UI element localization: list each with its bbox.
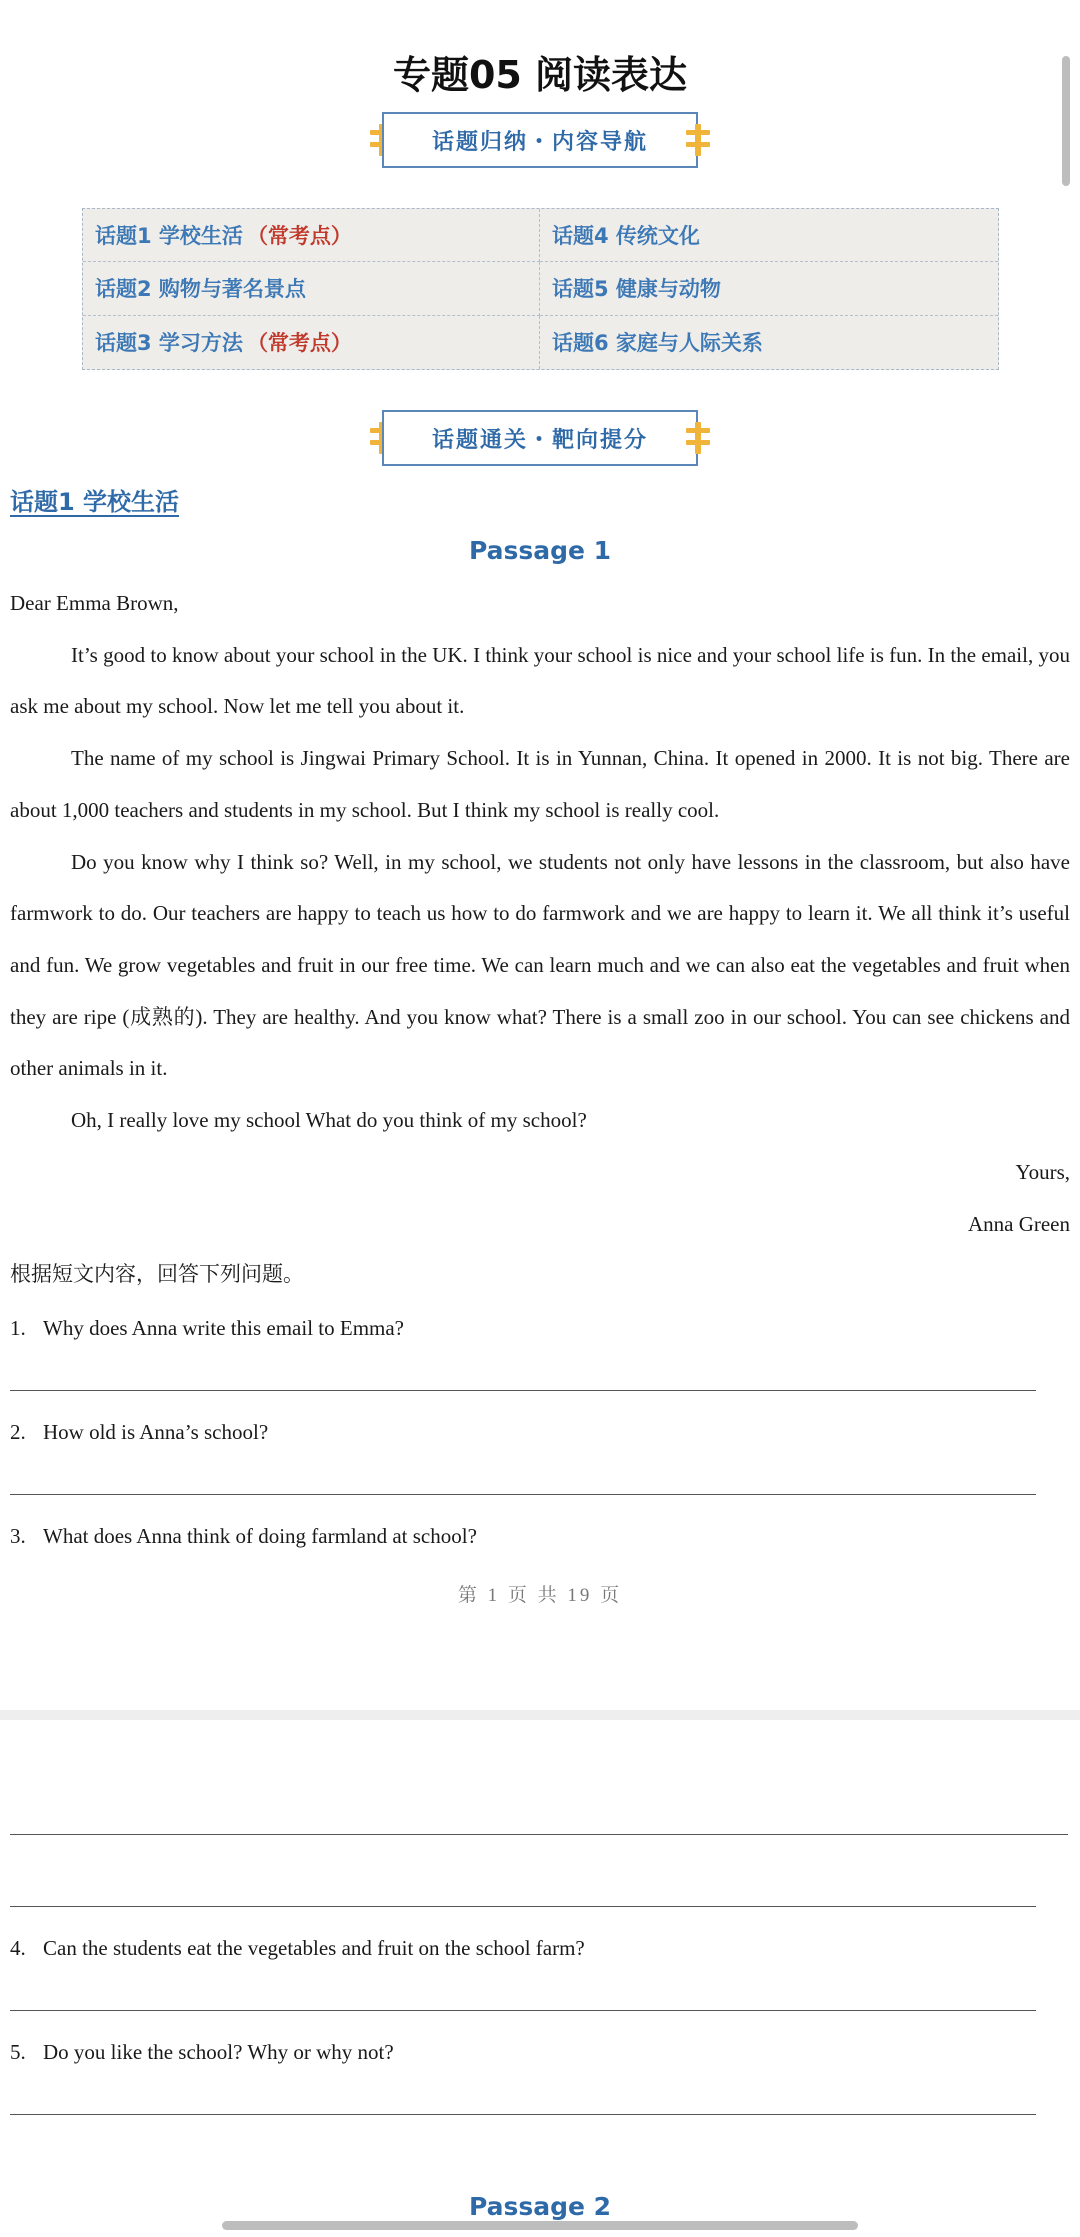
question-item: 3. What does Anna think of doing farmland at school? bbox=[10, 1524, 477, 1548]
passage-1-body bbox=[10, 578, 1070, 1147]
answer-line[interactable] bbox=[10, 1906, 1036, 1907]
topic-item[interactable]: 话题2 购物与著名景点 bbox=[83, 262, 540, 315]
topic-item[interactable]: 话题3 学习方法 （常考点） bbox=[83, 316, 540, 369]
score-banner-label: 话题通关・靶向提分 bbox=[382, 410, 698, 466]
paragraph: Do you know why I think so? Well, in my school, we students not only have lessons in the classroom, but also have farmwork to do. Our teachers are happy to teach us how to do farmwork and we are happy to learn it. We all think it’s useful and fun. We grow vegetables and fruit in our free time. We can learn much and we can also eat the vegetables and fruit when they are ripe (成熟的). They are healthy. And you know what? There is a small zoo in our school. You can see chickens and other animals in it. bbox=[10, 849, 1070, 1081]
paragraph: The name of my school is Jingwai Primary School. It is in Yunnan, China. It opened in 2000. It is not big. There are about 1,000 teachers and students in my school. But I think my school is really cool. bbox=[10, 746, 1070, 822]
paragraph: Oh, I really love my school What do you think of my school? bbox=[71, 1108, 587, 1133]
page-2 bbox=[0, 1720, 1080, 2237]
answer-line[interactable] bbox=[10, 1494, 1036, 1495]
passage-1-title: Passage 1 bbox=[468, 536, 612, 565]
answer-line[interactable] bbox=[10, 1834, 1068, 1835]
topic-item[interactable]: 话题6 家庭与人际关系 bbox=[552, 331, 763, 356]
banner-ornament-icon bbox=[686, 128, 710, 152]
topic-item[interactable]: 话题1 学校生活 （常考点） bbox=[83, 209, 540, 262]
nav-banner-label: 话题归纳・内容导航 bbox=[382, 112, 698, 168]
topic-item[interactable]: 话题5 健康与动物 bbox=[540, 262, 998, 315]
document-title: 专题05 阅读表达 bbox=[392, 53, 688, 97]
banner-ornament-icon bbox=[686, 426, 710, 450]
nav-banner bbox=[370, 112, 710, 168]
letter-greeting: Dear Emma Brown, bbox=[10, 591, 179, 615]
answer-line[interactable] bbox=[10, 1390, 1036, 1391]
question-item: 4. Can the students eat the vegetables and fruit on the school farm? bbox=[10, 1936, 585, 1960]
score-banner bbox=[370, 410, 710, 466]
topic-table bbox=[82, 208, 999, 370]
question-item: 1. Why does Anna write this email to Emma? bbox=[10, 1316, 404, 1340]
question-item: 5. Do you like the school? Why or why not? bbox=[10, 2040, 394, 2064]
horizontal-scrollbar[interactable] bbox=[222, 2221, 858, 2230]
answer-line[interactable] bbox=[10, 2114, 1036, 2115]
page-separator bbox=[0, 1710, 1080, 1720]
letter-closing: Yours, bbox=[1015, 1160, 1070, 1184]
topic-item[interactable]: 话题4 传统文化 bbox=[540, 209, 998, 262]
instruction-text: 根据短文内容，回答下列问题。 bbox=[10, 1262, 304, 1286]
paragraph: It’s good to know about your school in the UK. I think your school is nice and your school life is fun. In the email, you ask me about my school. Now let me tell you about it. bbox=[10, 642, 1070, 719]
letter-signature: Anna Green bbox=[967, 1212, 1070, 1236]
section-link-topic-1[interactable]: 话题1 学校生活 bbox=[10, 488, 180, 516]
page-footer: 第 1 页 共 19 页 bbox=[457, 1585, 623, 1606]
passage-2-title: Passage 2 bbox=[468, 2192, 612, 2221]
question-item: 2. How old is Anna’s school? bbox=[10, 1420, 269, 1444]
answer-line[interactable] bbox=[10, 2010, 1036, 2011]
